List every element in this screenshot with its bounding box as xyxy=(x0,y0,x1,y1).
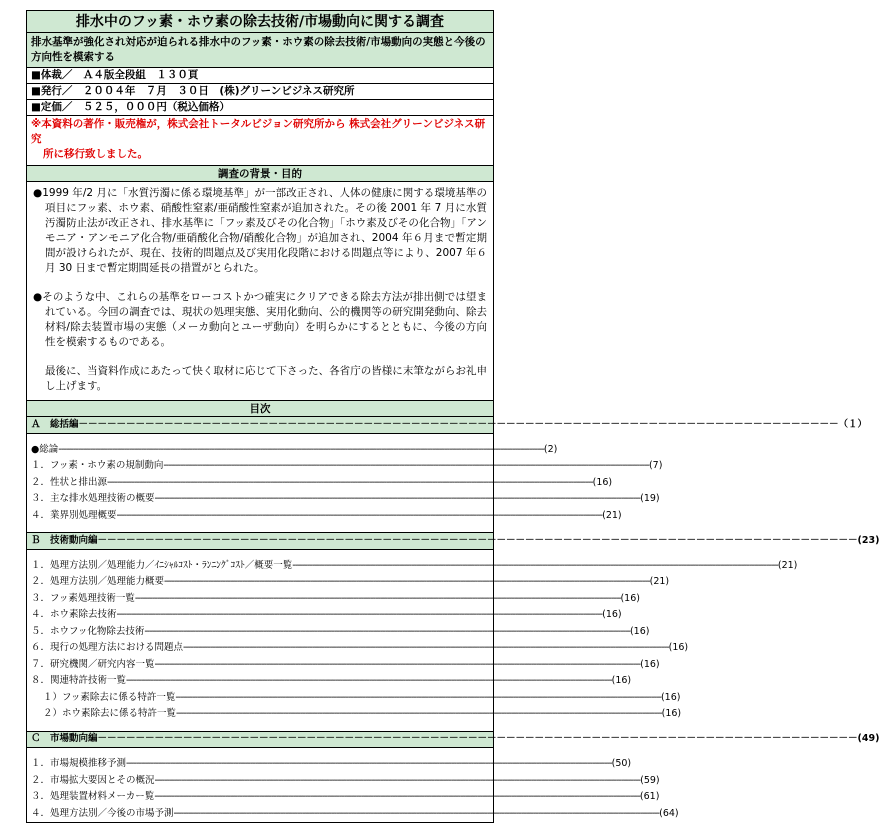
toc-entry-label: ３．フッ素処理技術一覧 xyxy=(31,592,135,604)
toc-leader: －－－－－－－－－－－－－－－－－－－－－－－－－－－－－－－－－－－－－－－－－－－－－－－－－－－－－－－－－－－－－－－－－－－－－－－－－－－－－－－－ xyxy=(97,733,858,744)
toc-entry-label: ４．ホウ素除去技術 xyxy=(31,609,117,620)
toc-page-number: (16) xyxy=(611,675,632,686)
toc-entry xyxy=(27,640,689,657)
toc-page-number: (16) xyxy=(668,642,689,653)
rights-notice xyxy=(27,116,493,166)
background-body xyxy=(27,182,493,401)
toc-page-number: (64) xyxy=(659,807,679,819)
toc-leader: －－－－－－－－－－－－－－－－－－－－－－－－－－－－－－－－－－－－－－－－－－－－－－－－－－－－－－－－－－－－－－－－－－－－－－－－－－－－－－－－ xyxy=(78,418,839,430)
toc-leader: -------------------------------------------------------------------------------------------------------------------------------------------------------------------------------------------------------- xyxy=(154,774,641,786)
toc-entry xyxy=(27,458,663,475)
toc-page-number: (16) xyxy=(592,476,613,488)
toc-leader: -------------------------------------------------------------------------------------------------------------------------------------------------------------------------------------------------------- xyxy=(175,691,661,703)
toc-entry xyxy=(27,607,622,624)
toc-leader: -------------------------------------------------------------------------------------------------------------------------------------------------------------------------------------------------------- xyxy=(183,642,669,653)
toc-page-number: (21) xyxy=(649,576,670,587)
toc-entry-label: ２）ホウ素除去に係る特許一覧 xyxy=(43,708,177,719)
toc-spacer xyxy=(27,748,493,756)
toc-entry xyxy=(27,773,660,790)
toc-page-number: (16) xyxy=(661,708,682,719)
toc-entry-label: Ａ 総括編 xyxy=(31,418,79,430)
toc-leader: -------------------------------------------------------------------------------------------------------------------------------------------------------------------------------------------------------- xyxy=(107,476,593,488)
toc-entry-label: ７．研究機関／研究内容一覧 xyxy=(31,658,155,670)
toc-entry xyxy=(27,690,681,707)
toc-entry-label: ２．市場拡大要因とその概況 xyxy=(31,774,155,786)
toc-entry-label: Ｃ 市場動向編 xyxy=(31,733,98,744)
toc-leader: -------------------------------------------------------------------------------------------------------------------------------------------------------------------------------------------------------- xyxy=(144,625,630,637)
format-info: ■体裁／ Ａ４版全段組 １３０頁 xyxy=(27,68,493,84)
toc-leader: -------------------------------------------------------------------------------------------------------------------------------------------------------------------------------------------------------- xyxy=(154,493,641,504)
table-of-contents xyxy=(27,417,879,822)
toc-entry xyxy=(27,673,632,690)
toc-entry-label: １）フッ素除去に係る特許一覧 xyxy=(43,691,176,703)
toc-entry-label: ４．処理方法別／今後の市場予測 xyxy=(31,807,174,819)
toc-page-number: (2) xyxy=(543,443,558,455)
toc-page-number: (16) xyxy=(602,609,622,620)
toc-entry-label: １．市場規模推移予測 xyxy=(31,758,127,769)
toc-entry-label: ４．業界別処理概要 xyxy=(31,509,117,521)
toc-entry-label: Ｂ 技術動向編 xyxy=(31,534,98,546)
toc-entry xyxy=(27,574,670,591)
toc-page-number: (19) xyxy=(640,493,660,504)
toc-entry-label: ２．性状と排出源 xyxy=(31,476,108,488)
toc-entry-label: ２．処理方法別／処理能力概要 xyxy=(31,576,165,587)
toc-entry xyxy=(27,558,798,575)
toc-page-number: (16) xyxy=(640,658,660,670)
toc-page-number: （１） xyxy=(838,418,868,430)
toc-leader: -------------------------------------------------------------------------------------------------------------------------------------------------------------------------------------------------------- xyxy=(292,559,778,571)
toc-section-heading xyxy=(27,533,879,550)
toc-leader: -------------------------------------------------------------------------------------------------------------------------------------------------------------------------------------------------------- xyxy=(126,675,612,686)
toc-entry xyxy=(27,756,632,773)
toc-entry-label: ３．主な排水処理技術の概要 xyxy=(31,493,155,504)
toc-entry-label: ３．処理装置材料メーカー覧 xyxy=(31,791,155,802)
toc-page-number: (23) xyxy=(857,534,879,546)
toc-entry xyxy=(27,591,640,608)
toc-leader: -------------------------------------------------------------------------------------------------------------------------------------------------------------------------------------------------------- xyxy=(116,609,603,620)
rights-notice-line2: 所に移行致しました。 xyxy=(43,148,148,160)
background-paragraph-1: ●1999 年/2 月に「水質汚濁に係る環境基準」が一部改正され、人体の健康に関する環境基準の項目にフッ素、ホウ素、硝酸性窒素/亜硝酸性窒素が追加された。その後 2001 年 7 月に水質汚濁防止法が改正され、排水基準に「フッ素及びその化合物」「ホウ素及びその化合物」「アンモニア・アンモニア化合物/亜硝酸化合物/硝酸化合物」が追加され、2004 年６月まで暫定期間が設けられたが、現在、技術的問題点及び実用化段階における問題点等により、2007 年６月 30 日まで暫定期間延長の措置がとられた。 xyxy=(33,187,487,274)
rights-notice-line1: ※本資料の著作・販売権が，株式会社トータルビジョン研究所から 株式会社グリーンビジネス研究 xyxy=(31,118,486,145)
toc-leader: -------------------------------------------------------------------------------------------------------------------------------------------------------------------------------------------------------- xyxy=(173,807,660,819)
toc-page-number: (7) xyxy=(648,460,663,471)
toc-page-number: (16) xyxy=(660,691,681,703)
toc-entry-label: １．処理方法別／処理能力／ｲﾆｼｬﾙｺｽﾄ・ﾗﾝﾆﾝｸﾞｺｽﾄ／概要一覧 xyxy=(31,559,293,571)
toc-entry xyxy=(27,657,660,674)
toc-leader: -------------------------------------------------------------------------------------------------------------------------------------------------------------------------------------------------------- xyxy=(154,791,640,802)
brochure-sheet xyxy=(26,10,879,823)
background-paragraph-3: 最後に、当資料作成にあたって快く取材に応じて下さった、各省庁の皆様に末筆ながらお礼申し上げます。 xyxy=(45,365,487,392)
toc-page-number: (59) xyxy=(640,774,660,786)
background-heading: 調査の背景・目的 xyxy=(27,166,493,182)
toc-leader: -------------------------------------------------------------------------------------------------------------------------------------------------------------------------------------------------------- xyxy=(163,460,649,471)
toc-entry xyxy=(27,475,613,492)
toc-entry-label: １．フッ素・ホウ素の規制動向 xyxy=(31,460,164,471)
toc-leader: -------------------------------------------------------------------------------------------------------------------------------------------------------------------------------------------------------- xyxy=(164,576,650,587)
page-subtitle: 排水基準が強化され対応が迫られる排水中のフッ素・ホウ素の除去技術/市場動向の実態と今後の方向性を模索する xyxy=(27,33,493,68)
toc-entry xyxy=(27,442,558,459)
toc-entry xyxy=(27,624,650,641)
toc-page-number: (21) xyxy=(602,509,622,521)
toc-entry-label: ８．関連特許技術一覧 xyxy=(31,675,127,686)
toc-section-heading xyxy=(27,417,868,434)
price-info: ■定価／ ５２５，０００円（税込価格） xyxy=(27,100,493,116)
toc-spacer xyxy=(27,550,493,558)
toc-section-heading xyxy=(27,732,879,749)
toc-entry xyxy=(27,789,660,806)
toc-entry-label: ●総論 xyxy=(31,443,59,455)
toc-leader: －－－－－－－－－－－－－－－－－－－－－－－－－－－－－－－－－－－－－－－－－－－－－－－－－－－－－－－－－－－－－－－－－－－－－－－－－－－－－－－－ xyxy=(97,534,858,546)
toc-leader: -------------------------------------------------------------------------------------------------------------------------------------------------------------------------------------------------------- xyxy=(134,592,621,604)
toc-leader: -------------------------------------------------------------------------------------------------------------------------------------------------------------------------------------------------------- xyxy=(176,708,662,719)
toc-entry xyxy=(27,491,660,508)
toc-page-number: (21) xyxy=(777,559,798,571)
toc-entry xyxy=(27,508,622,525)
toc-entry-label: ６．現行の処理方法における問題点 xyxy=(31,642,184,653)
toc-page-number: (50) xyxy=(611,758,632,769)
toc-leader: -------------------------------------------------------------------------------------------------------------------------------------------------------------------------------------------------------- xyxy=(154,658,641,670)
toc-heading: 目次 xyxy=(27,401,493,417)
toc-entry xyxy=(27,706,682,723)
toc-leader: -------------------------------------------------------------------------------------------------------------------------------------------------------------------------------------------------------- xyxy=(116,509,603,521)
toc-page-number: (16) xyxy=(620,592,640,604)
toc-entry xyxy=(27,806,679,823)
toc-page-number: (49) xyxy=(857,733,879,744)
page-title: 排水中のフッ素・ホウ素の除去技術/市場動向に関する調査 xyxy=(27,11,493,33)
toc-leader: -------------------------------------------------------------------------------------------------------------------------------------------------------------------------------------------------------- xyxy=(126,758,612,769)
toc-entry-label: ５．ホウフッ化物除去技術 xyxy=(31,625,145,637)
toc-page-number: (16) xyxy=(629,625,650,637)
issue-info: ■発行／ ２００４年 ７月 ３０日 (株)グリーンビジネス研究所 xyxy=(27,84,493,100)
toc-page-number: (61) xyxy=(639,791,660,802)
toc-spacer xyxy=(27,434,493,442)
background-paragraph-2: ●そのような中、これらの基準をローコストかつ確実にクリアできる除去方法が排出側では望まれている。今回の調査では、現状の処理実態、実用化動向、公的機関等の研究開発動向、除去材料/除去装置市場の実態（メーカ動向とユーザ動向）を明らかにするとともに、今後の方向性を模索するものである。 xyxy=(33,291,487,348)
toc-leader: -------------------------------------------------------------------------------------------------------------------------------------------------------------------------------------------------------- xyxy=(58,443,544,455)
